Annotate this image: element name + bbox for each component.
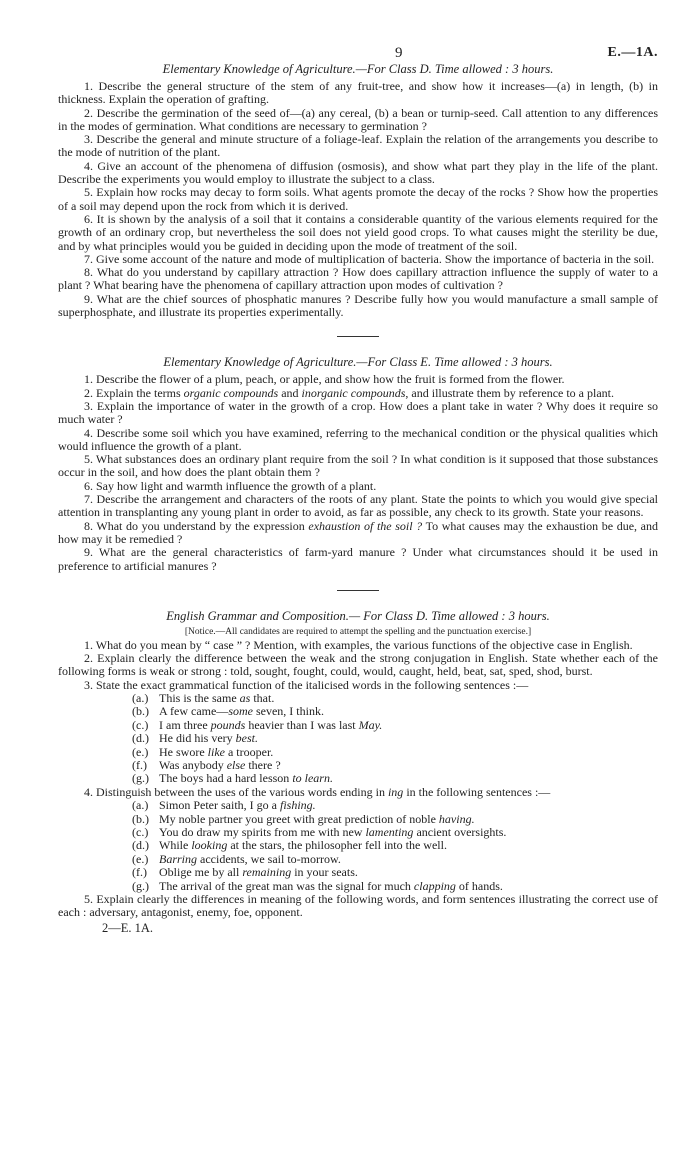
document-reference: E.—1A. — [607, 45, 658, 60]
sub-question — [132, 799, 658, 812]
sub-question-text: Oblige me by all remaining in your seats. — [159, 865, 358, 880]
question: 4. Describe some soil which you have examined, referring to the mechanical condition or the physical qualities which would influence the growth of a plant. — [58, 425, 658, 453]
sub-question-list — [58, 692, 658, 786]
notice: [Notice.—All candidates are required to attempt the spelling and the punctuation exercise.] — [184, 626, 532, 637]
page-header — [58, 0, 658, 62]
sub-question — [132, 732, 658, 745]
section-divider — [337, 336, 379, 337]
sub-question — [132, 772, 658, 785]
sub-question-label: (b.) — [132, 704, 149, 719]
sub-question-text: Simon Peter saith, I go a fishing. — [159, 798, 316, 813]
sub-question-label: (d.) — [132, 838, 149, 853]
question: 4. Distinguish between the uses of the various words ending in ing in the following sentences :— — [84, 784, 551, 799]
section-title: Elementary Knowledge of Agriculture.—For Class E. Time allowed : 3 hours. — [163, 355, 553, 370]
question: 5. What substances does an ordinary plant require from the soil ? In what condition is it supposed that those substances occur in the soil, and how does the plant obtain them ? — [58, 452, 658, 480]
question: 9. What are the chief sources of phosphatic manures ? Describe fully how you would manufacture a small sample of superphosphate, and illustrate its properties experimentally. — [58, 291, 658, 320]
section-title: Elementary Knowledge of Agriculture.—For Class D. Time allowed : 3 hours. — [162, 62, 554, 76]
section-title: English Grammar and Composition.— For Class D. Time allowed : 3 hours. — [166, 608, 550, 623]
sub-question-label: (g.) — [132, 771, 149, 786]
question: 1. Describe the flower of a plum, peach, or apple, and show how the fruit is formed from the flower. — [84, 372, 565, 387]
sub-question-text: The boys had a hard lesson to learn. — [159, 771, 333, 786]
sub-question-label: (a.) — [132, 690, 149, 705]
question: 1. Describe the general structure of the stem of any fruit-tree, and show how it increases—(a) in length, (b) in thickness. Explain the operation of grafting. — [58, 79, 658, 107]
question: 8. What do you understand by capillary attraction ? How does capillary attraction influence the supply of water to a plant ? What bearing have the phenomena of capillary attraction upon modes of cultivation ? — [58, 265, 658, 293]
sub-question-label: (a.) — [132, 798, 149, 813]
question: 5. Explain clearly the differences in meaning of the following words, and form sentences illustrating the correct use of each : adversary, antagonist, enemy, foe, opponent. — [58, 891, 658, 920]
sub-question-label: (d.) — [132, 731, 149, 746]
sub-question-text: My noble partner you greet with great prediction of noble having. — [159, 811, 475, 826]
question: 2. Explain the terms organic compounds and inorganic compounds, and illustrate them by reference to a plant. — [84, 385, 615, 400]
section-divider — [337, 590, 379, 591]
question: 1. What do you mean by “ case ” ? Mention, with examples, the various functions of the objective case in English. — [84, 637, 633, 652]
question: 3. Describe the general and minute structure of a foliage-leaf. Explain the relation of the arrangements you describe to the mode of nutrition of the plant. — [58, 132, 658, 160]
sub-question-label: (f.) — [132, 758, 147, 773]
sub-question — [132, 866, 658, 879]
question: 9. What are the general characteristics of farm-yard manure ? Under what circumstances should it be used in preference to artificial manures ? — [58, 545, 658, 573]
sub-question-text: The arrival of the great man was the signal for much clapping of hands. — [159, 878, 503, 893]
section-agriculture-class-e — [58, 355, 658, 572]
question: 7. Describe the arrangement and characters of the roots of any plant. State the points to which you would give special attention in transplanting any young plant in order to avoid, as far as possible, any check to its growth. State your reasons. — [58, 492, 658, 520]
sub-question-text: This is the same as that. — [159, 690, 275, 705]
sub-question — [132, 826, 658, 839]
sub-question — [132, 853, 658, 866]
sub-question-label: (f.) — [132, 865, 147, 880]
sub-question-text: Barring accidents, we sail to-morrow. — [159, 851, 341, 866]
sub-question-label: (b.) — [132, 811, 149, 826]
sub-question-label: (c.) — [132, 824, 149, 839]
question: 4. Give an account of the phenomena of diffusion (osmosis), and show what part they play in the life of the plant. Describe the experiments you would employ to illustrate the subject to a class. — [58, 158, 658, 187]
sub-question — [132, 813, 658, 826]
question: 8. What do you understand by the expression exhaustion of the soil ? To what causes may the exhaustion be due, and how may it be remedied ? — [58, 518, 658, 546]
sub-question-text: A few came—some seven, I think. — [159, 704, 324, 719]
sub-question-label: (e.) — [132, 744, 149, 759]
question: 2. Explain clearly the difference between the weak and the strong conjugation in English. State whether each of the following forms is weak or strong : told, sought, fought, could, would, caught, held, beat, sat, sped, shod, burst. — [58, 651, 658, 679]
sub-question-label: (e.) — [132, 851, 149, 866]
sub-question-text: He swore like a trooper. — [159, 744, 274, 759]
question: 3. Explain the importance of water in the growth of a crop. How does a plant take in water ? Why does it require so much water ? — [58, 398, 658, 427]
question: 7. Give some account of the nature and mode of multiplication of bacteria. Show the importance of bacteria in the soil. — [84, 251, 655, 266]
section-agriculture-class-d — [58, 62, 658, 319]
sub-question-text: I am three pounds heavier than I was last May. — [159, 717, 383, 732]
sub-question — [132, 839, 658, 852]
sub-question-text: Was anybody else there ? — [159, 758, 281, 773]
sub-question-label: (g.) — [132, 878, 149, 893]
question: 3. State the exact grammatical function of the italicised words in the following sentences :— — [84, 677, 529, 692]
sub-question-text: You do draw my spirits from me with new lamenting ancient oversights. — [159, 824, 507, 839]
sub-question-label: (c.) — [132, 717, 149, 732]
page-number: 9 — [395, 45, 403, 61]
sub-question-text: While looking at the stars, the philosopher fell into the well. — [159, 838, 447, 853]
question: 6. It is shown by the analysis of a soil that it contains a considerable quantity of the various elements required for the growth of an ordinary crop, but nevertheless the soil does not yield good crops. To what causes might the sterility be due, and by what principles would you be guided in deciding upon the mode of treatment of the soil. — [58, 211, 658, 253]
sub-question — [132, 746, 658, 759]
question: 5. Explain how rocks may decay to form soils. What agents promote the decay of the rocks ? Show how the properties of a soil may depend upon the rock from which it is derived. — [58, 185, 658, 213]
page-signature: 2—E. 1A. — [102, 920, 154, 935]
sub-question — [132, 880, 658, 893]
question: 6. Say how light and warmth influence the growth of a plant. — [84, 478, 377, 493]
sub-question-list — [58, 799, 658, 893]
sub-question — [132, 759, 658, 772]
sub-question-text: He did his very best. — [159, 731, 258, 746]
question: 2. Describe the germination of the seed of—(a) any cereal, (b) a bean or turnip-seed. Call attention to any differences in the modes of germination. What conditions are necessary to germination ? — [58, 105, 658, 133]
sub-question — [132, 705, 658, 718]
sub-question — [132, 692, 658, 705]
section-english-grammar — [58, 609, 658, 920]
sub-question — [132, 719, 658, 732]
